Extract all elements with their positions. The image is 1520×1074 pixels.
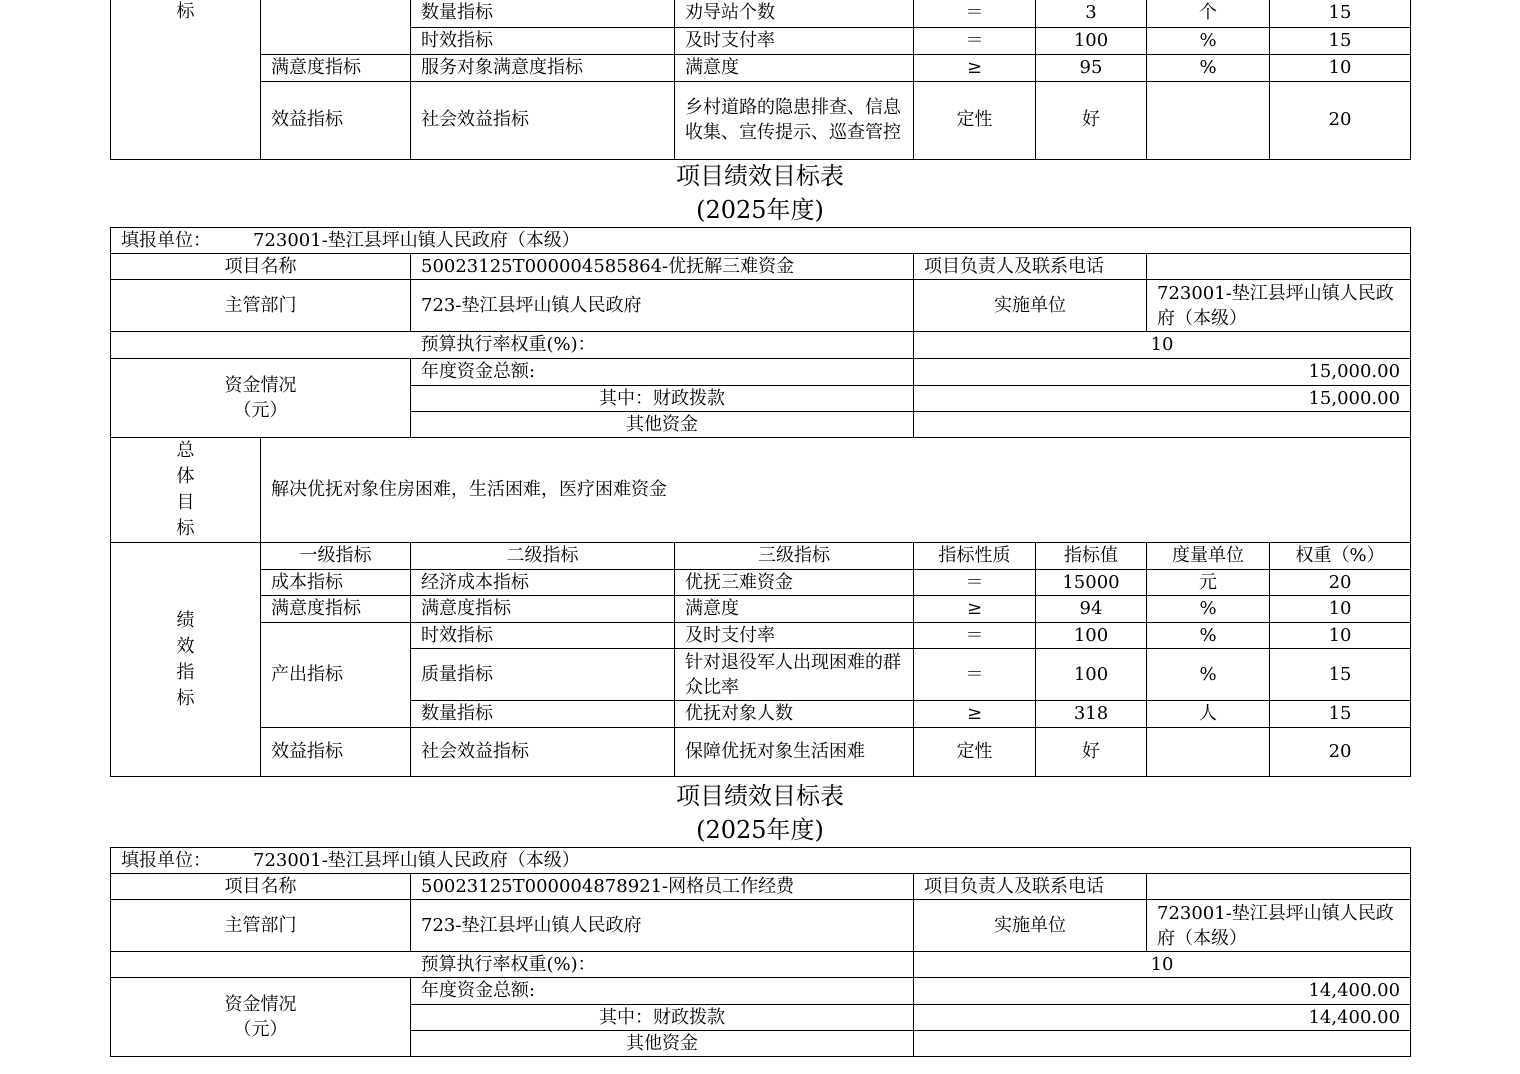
fill-unit-label: 填报单位： [121, 849, 211, 871]
budget-weight-label: 预算执行率权重(%)： [411, 332, 914, 359]
funds-label-line2: （元） [233, 1019, 288, 1040]
impl-unit-value: 723001-垫江县坪山镇人民政府（本级） [1147, 900, 1411, 952]
project-name-label: 项目名称 [111, 254, 411, 280]
unit-cell: % [1147, 54, 1270, 81]
weight-cell: 15 [1270, 649, 1411, 701]
level2-cell: 时效指标 [411, 27, 675, 54]
header-value: 指标值 [1036, 543, 1147, 570]
fill-unit-row [111, 848, 1411, 874]
unit-cell: % [1147, 623, 1270, 649]
other-funds-value [914, 412, 1411, 438]
level3-cell: 满意度 [675, 54, 914, 81]
nature-cell: ＝ [914, 27, 1036, 54]
dept-label: 主管部门 [111, 900, 411, 952]
nature-cell: ≥ [914, 54, 1036, 81]
fill-unit-row [111, 228, 1411, 254]
project-name-value: 50023125T000004585864-优抚解三难资金 [411, 254, 914, 280]
level1-cell: 效益指标 [261, 728, 411, 777]
contact-label: 项目负责人及联系电话 [914, 874, 1147, 900]
value-cell: 3 [1036, 0, 1147, 27]
level3-cell: 及时支付率 [675, 27, 914, 54]
funds-label-line2: （元） [233, 400, 288, 421]
project-name-value: 50023125T000004878921-网格员工作经费 [411, 874, 914, 900]
level2-cell: 数量指标 [411, 701, 675, 728]
table-title: 项目绩效目标表 [676, 162, 844, 190]
level2-cell: 经济成本指标 [411, 570, 675, 596]
fiscal-value: 15,000.00 [914, 386, 1411, 412]
level3-cell: 优抚对象人数 [675, 701, 914, 728]
performance-target-table-2 [110, 847, 1411, 1057]
weight-cell: 15 [1270, 27, 1411, 54]
value-cell: 好 [1036, 728, 1147, 777]
other-funds-value [914, 1031, 1411, 1057]
fill-unit-label: 填报单位： [121, 229, 211, 251]
level1-cell: 满意度指标 [261, 54, 411, 81]
level1-cell: 满意度指标 [261, 596, 411, 623]
budget-weight-value: 10 [914, 332, 1411, 359]
dept-value: 723-垫江县坪山镇人民政府 [411, 900, 914, 952]
dept-value: 723-垫江县坪山镇人民政府 [411, 280, 914, 332]
level2-cell: 社会效益指标 [411, 81, 675, 159]
fiscal-value: 14,400.00 [914, 1005, 1411, 1031]
nature-cell: ＝ [914, 623, 1036, 649]
unit-cell: 元 [1147, 570, 1270, 596]
table-title: 项目绩效目标表 [676, 782, 844, 810]
table-row [111, 570, 1411, 596]
level3-cell: 针对退役军人出现困难的群众比率 [675, 649, 914, 701]
budget-weight-label: 预算执行率权重(%)： [411, 952, 914, 978]
value-cell: 318 [1036, 701, 1147, 728]
table-year: (2025年度) [696, 196, 824, 224]
value-cell: 100 [1036, 649, 1147, 701]
weight-cell: 20 [1270, 81, 1411, 159]
table-row [111, 623, 1411, 649]
weight-cell: 10 [1270, 54, 1411, 81]
value-cell: 15000 [1036, 570, 1147, 596]
perf-indicator-label: 绩 效 指 标 [111, 543, 261, 777]
weight-cell: 15 [1270, 701, 1411, 728]
overall-goal-label: 总 体 目 标 [111, 438, 261, 543]
table-row [111, 596, 1411, 623]
table-year: (2025年度) [696, 816, 824, 844]
blank-cell [111, 332, 411, 359]
annual-total-value: 14,400.00 [914, 978, 1411, 1005]
level1-cell [261, 0, 411, 54]
impl-unit-label: 实施单位 [914, 280, 1147, 332]
contact-value [1147, 874, 1411, 900]
budget-weight-value: 10 [914, 952, 1411, 978]
header-level3: 三级指标 [675, 543, 914, 570]
contact-value [1147, 254, 1411, 280]
level1-cell: 效益指标 [261, 81, 411, 159]
weight-cell: 10 [1270, 596, 1411, 623]
level3-cell: 劝导站个数 [675, 0, 914, 27]
nature-cell: 定性 [914, 81, 1036, 159]
project-name-label: 项目名称 [111, 874, 411, 900]
unit-cell: % [1147, 27, 1270, 54]
annual-total-label: 年度资金总额: [411, 359, 914, 386]
nature-cell: ＝ [914, 0, 1036, 27]
nature-cell: ＝ [914, 649, 1036, 701]
weight-cell: 20 [1270, 570, 1411, 596]
nature-cell: 定性 [914, 728, 1036, 777]
funds-label [111, 978, 411, 1057]
impl-unit-label: 实施单位 [914, 900, 1147, 952]
header-weight: 权重（%） [1270, 543, 1411, 570]
perf-label-tail: 标 [111, 0, 261, 159]
unit-cell: % [1147, 649, 1270, 701]
level2-cell: 时效指标 [411, 623, 675, 649]
level3-cell: 乡村道路的隐患排查、信息收集、宣传提示、巡查管控 [675, 81, 914, 159]
funds-label-line1: 资金情况 [224, 375, 297, 396]
value-cell: 好 [1036, 81, 1147, 159]
previous-indicator-table-fragment [110, 0, 1411, 160]
header-nature: 指标性质 [914, 543, 1036, 570]
unit-cell [1147, 81, 1270, 159]
level2-cell: 质量指标 [411, 649, 675, 701]
weight-cell: 10 [1270, 623, 1411, 649]
unit-cell: 人 [1147, 701, 1270, 728]
level1-cell: 产出指标 [261, 623, 411, 728]
impl-unit-value: 723001-垫江县坪山镇人民政府（本级） [1147, 280, 1411, 332]
level2-cell: 服务对象满意度指标 [411, 54, 675, 81]
header-level2: 二级指标 [411, 543, 675, 570]
other-funds-label: 其他资金 [411, 1031, 914, 1057]
level3-cell: 优抚三难资金 [675, 570, 914, 596]
weight-cell: 15 [1270, 0, 1411, 27]
nature-cell: ＝ [914, 570, 1036, 596]
level2-cell: 满意度指标 [411, 596, 675, 623]
level2-cell: 社会效益指标 [411, 728, 675, 777]
unit-cell: 个 [1147, 0, 1270, 27]
overall-goal-value: 解决优抚对象住房困难，生活困难，医疗困难资金 [261, 438, 1411, 543]
annual-total-label: 年度资金总额: [411, 978, 914, 1005]
annual-total-value: 15,000.00 [914, 359, 1411, 386]
value-cell: 100 [1036, 27, 1147, 54]
level3-cell: 保障优抚对象生活困难 [675, 728, 914, 777]
dept-label: 主管部门 [111, 280, 411, 332]
value-cell: 94 [1036, 596, 1147, 623]
other-funds-label: 其他资金 [411, 412, 914, 438]
nature-cell: ≥ [914, 596, 1036, 623]
table-row [111, 728, 1411, 777]
header-level1: 一级指标 [261, 543, 411, 570]
level2-cell: 数量指标 [411, 0, 675, 27]
level3-cell: 满意度 [675, 596, 914, 623]
blank-cell [111, 952, 411, 978]
fiscal-label: 其中：财政拨款 [411, 1005, 914, 1031]
header-unit: 度量单位 [1147, 543, 1270, 570]
nature-cell: ≥ [914, 701, 1036, 728]
funds-label [111, 359, 411, 438]
fill-unit-value: 723001-垫江县坪山镇人民政府（本级） [253, 229, 580, 251]
weight-cell: 20 [1270, 728, 1411, 777]
performance-target-table-1 [110, 227, 1411, 777]
unit-cell: % [1147, 596, 1270, 623]
funds-label-line1: 资金情况 [224, 994, 297, 1015]
level3-cell: 及时支付率 [675, 623, 914, 649]
value-cell: 100 [1036, 623, 1147, 649]
level1-cell: 成本指标 [261, 570, 411, 596]
fiscal-label: 其中：财政拨款 [411, 386, 914, 412]
fill-unit-value: 723001-垫江县坪山镇人民政府（本级） [253, 849, 580, 871]
unit-cell [1147, 728, 1270, 777]
value-cell: 95 [1036, 54, 1147, 81]
contact-label: 项目负责人及联系电话 [914, 254, 1147, 280]
